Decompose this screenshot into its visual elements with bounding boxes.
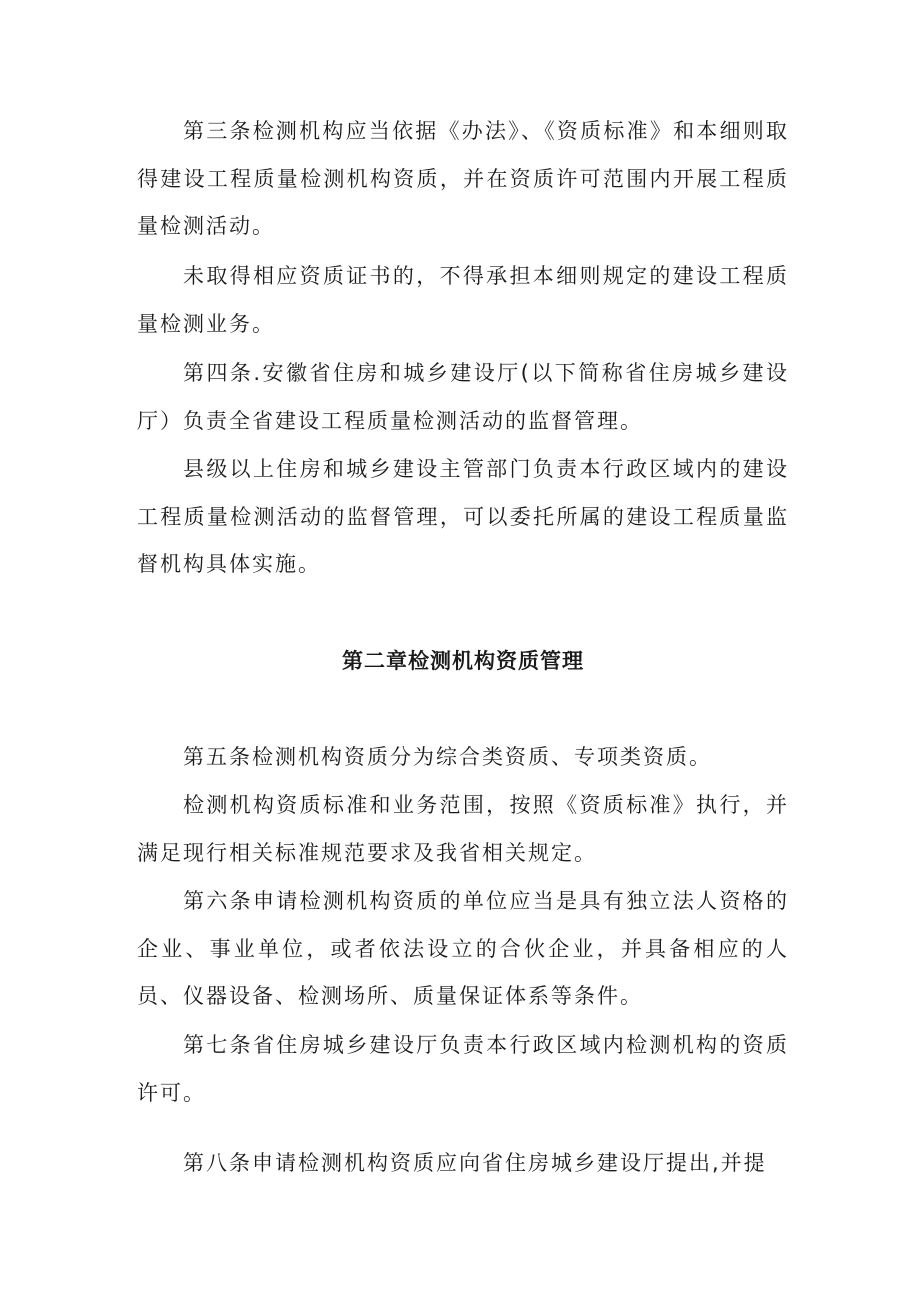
article-8-paragraph: 第八条申请检测机构资质应向省住房城乡建设厅提出,并提 <box>183 1151 767 1175</box>
article-5-paragraph: 第五条检测机构资质分为综合类资质、专项类资质。 <box>183 745 712 769</box>
article-3-paragraph: 第三条检测机构应当依据《办法》、《资质标准》和本细则取得建设工程质量检测机构资质，并在资质许可范围内开展工程质量检测活动。 <box>137 119 789 238</box>
article-5-supplement-paragraph: 检测机构资质标准和业务范围，按照《资质标准》执行，并满足现行相关标准规范要求及我省相关规定。 <box>137 793 789 865</box>
article-7-paragraph: 第七条省住房城乡建设厅负责本行政区域内检测机构的资质许可。 <box>137 1033 789 1105</box>
article-4-supplement-paragraph: 县级以上住房和城乡建设主管部门负责本行政区域内的建设工程质量检测活动的监督管理，可以委托所属的建设工程质量监督机构具体实施。 <box>137 457 789 576</box>
article-4-paragraph: 第四条.安徽省住房和城乡建设厅(以下简称省住房城乡建设厅）负责全省建设工程质量检测活动的监督管理。 <box>137 361 789 433</box>
chapter-heading: 第二章检测机构资质管理 <box>342 649 584 673</box>
article-6-paragraph: 第六条申请检测机构资质的单位应当是具有独立法人资格的企业、事业单位，或者依法设立的合伙企业，并具备相应的人员、仪器设备、检测场所、质量保证体系等条件。 <box>137 889 789 1008</box>
article-3-supplement-paragraph: 未取得相应资质证书的，不得承担本细则规定的建设工程质量检测业务。 <box>137 264 789 336</box>
